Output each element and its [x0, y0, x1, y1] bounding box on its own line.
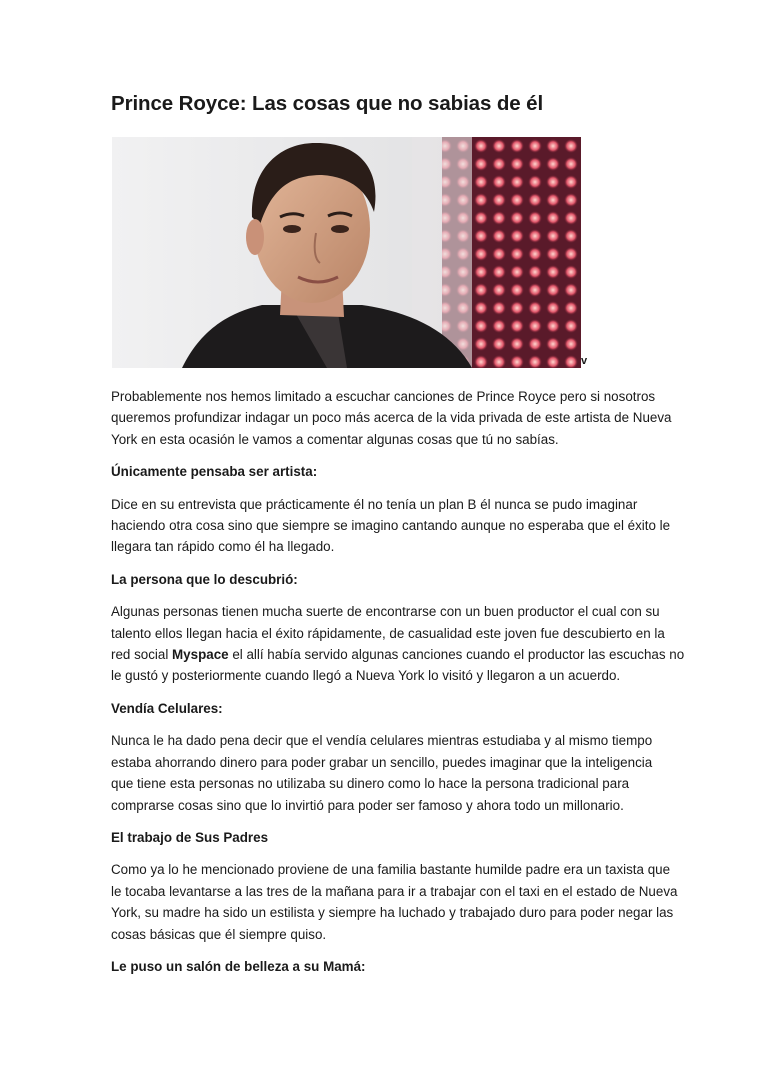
text-line: Algunas personas tienen mucha suerte de encontrarse con un buen productor el cual con su	[111, 604, 660, 620]
section-heading: Vendía Celulares:	[111, 700, 223, 716]
section-paragraph	[111, 601, 685, 687]
article-title: Prince Royce: Las cosas que no sabias de él	[111, 92, 544, 115]
text-line: Como ya lo he mencionado proviene de una familia bastante humilde padre era un taxista que	[111, 862, 671, 878]
text-line: York, su madre ha sido un estilista y siempre ha luchado y trabajado duro para poder negar las	[111, 905, 674, 921]
text-fragment: el allí había servido algunas canciones cuando el productor las escuchas no	[228, 647, 685, 663]
section-heading: Únicamente pensaba ser artista:	[111, 464, 318, 480]
text-line: Nunca le ha dado pena decir que el vendía celulares mientras estudiaba y al mismo tiempo	[111, 733, 653, 749]
text-line: York en esta ocasión le vamos a comentar algunas cosas que tú no sabías.	[111, 431, 559, 447]
text-line: le tocaba levantarse a las tres de la mañana para ir a trabajar con el taxi en el estado de Nueva	[111, 883, 678, 899]
text-line: queremos profundizar indagar un poco más acerca de la vida privada de este artista de Nueva	[111, 410, 672, 426]
text-line: Dice en su entrevista que prácticamente él no tenía un plan B él nunca se pudo imaginar	[111, 496, 638, 512]
text-fragment: red social	[111, 647, 173, 663]
section-heading: La persona que lo descubrió:	[111, 571, 298, 587]
text-line: le gustó y posteriormente cuando llegó a Nueva York lo visitó y llegaron a un acuerdo.	[111, 668, 621, 684]
article-body	[111, 386, 685, 988]
text-line: llegara tan rápido como él ha llegado.	[111, 539, 335, 555]
text-line: haciendo otra cosa sino que siempre se imagino cantando aunque no esperaba que el éxito le	[111, 518, 671, 534]
text-line: talento ellos llegan hacia el éxito rápidamente, de casualidad este joven fue descubierto en la	[111, 625, 665, 641]
text-line	[111, 644, 685, 665]
text-line: Probablemente nos hemos limitado a escuchar canciones de Prince Royce pero si nosotros	[111, 389, 656, 404]
section-heading: Le puso un salón de belleza a su Mamá:	[111, 958, 366, 974]
myspace-emphasis: Myspace	[172, 647, 229, 663]
section-paragraph	[111, 859, 678, 945]
section-heading: El trabajo de Sus Padres	[111, 829, 269, 845]
section-paragraph	[111, 494, 671, 558]
photo-caption-mark: v	[581, 355, 588, 367]
text-line: comprarse cosas sino que lo invirtió para poder ser famoso y ahora todo un millonario.	[111, 797, 624, 813]
article-photo	[112, 137, 581, 368]
text-line: estaba ahorrando dinero para poder grabar un sencillo, puedes imaginar que la inteligencia	[111, 754, 653, 770]
text-line: que tiene esta personas no utilizaba su dinero como lo hace la persona tradicional para	[111, 776, 630, 792]
text-line: cosas básicas que él siempre quiso.	[111, 926, 327, 942]
intro-paragraph	[111, 386, 672, 450]
section-paragraph	[111, 730, 659, 816]
